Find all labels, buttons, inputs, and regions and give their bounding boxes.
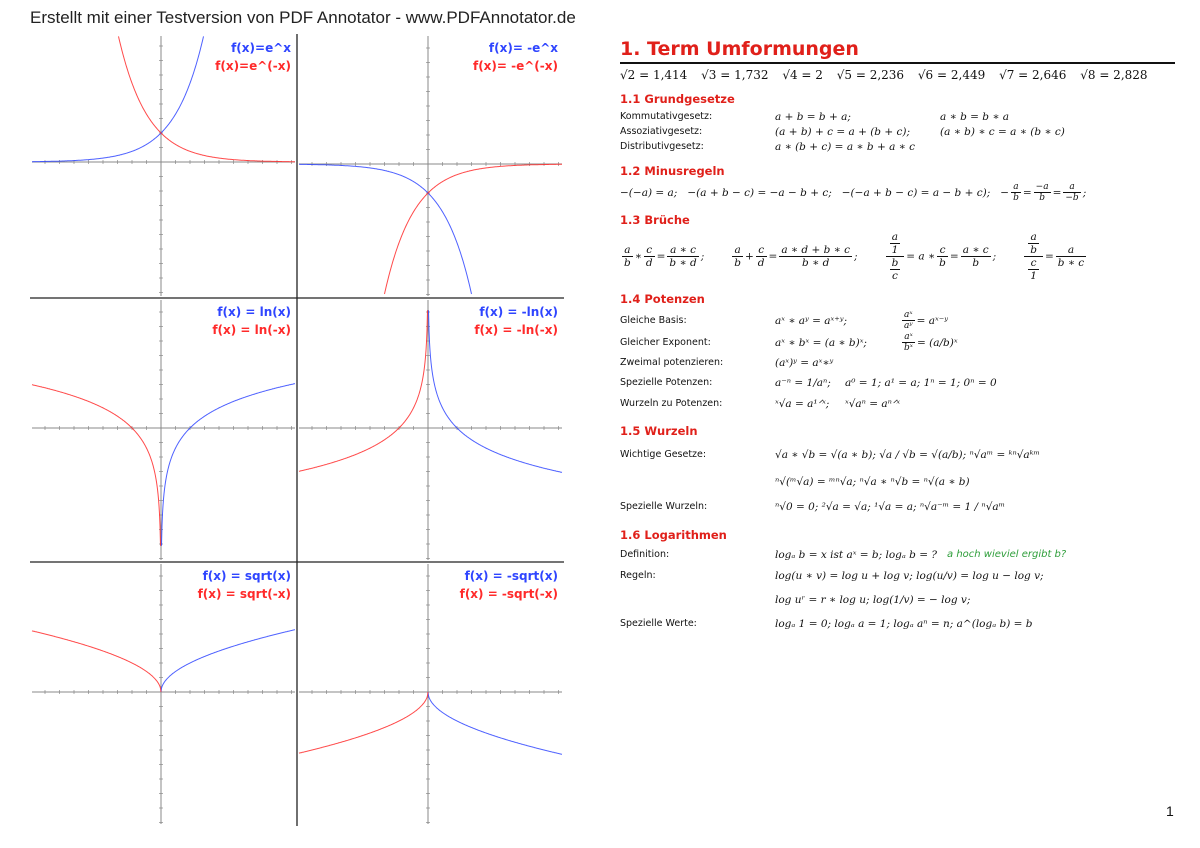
formula: = aˣ⁻ʸ (916, 314, 948, 327)
rule-label: Regeln: (620, 570, 656, 581)
function-plot (32, 36, 295, 296)
plot-label-blue: f(x) = ln(x) (217, 305, 291, 319)
minus-rules-row: −(−a) = a; −(a + b − c) = −a − b + c; −(−a + b − c) = a − b + c); − $\frac{a}{b}$ = $\frac{-a}{b}$ = $\frac{a}{-b}$ ; (620, 182, 1087, 203)
double-fraction-2: $\frac{\frac{a}{b}}{\frac{c}{1}}$ = $\frac{a}{b ∗ c}$ (1022, 231, 1088, 282)
title-rule (620, 62, 1175, 64)
formula: aˣ ∗ aʸ = aˣ⁺ʸ; (775, 314, 848, 327)
sqrt-value: √7 = 2,646 (999, 68, 1067, 82)
formula: ⁿ√0 = 0; ²√a = √a; ¹√a = a; ⁿ√a⁻ᵐ = 1 / ⁿ√aᵐ (775, 501, 1006, 513)
sqrt-value: √4 = 2 (782, 68, 823, 82)
function-plot (299, 564, 562, 824)
red-curve (119, 36, 296, 161)
function-plot (299, 36, 562, 296)
law-row (620, 125, 1175, 139)
section-heading-logarithmen: 1.6 Logarithmen (620, 528, 727, 542)
root-row (620, 469, 1175, 495)
formula: log(u ∗ v) = log u + log v; log(u/v) = log u − log v; (775, 570, 1044, 582)
red-curve (299, 692, 428, 753)
blue-curve (299, 164, 472, 294)
formula: √a ∗ √b = √(a ∗ b); √a / √b = √(a/b); ⁿ√aᵐ = ᵏⁿ√aᵏᵐ (775, 449, 1040, 461)
plot-label-blue: f(x) = sqrt(x) (202, 569, 291, 583)
law-label: Assoziativgesetz: (620, 126, 703, 137)
formula-sheet (620, 38, 1175, 636)
log-row (620, 546, 1175, 564)
fraction: $\frac{\text{aˣ}}{\text{bˣ}}$ (904, 332, 913, 353)
section-heading-grundgesetze: 1.1 Grundgesetze (620, 92, 735, 106)
section-heading-minusregeln: 1.2 Minusregeln (620, 164, 725, 178)
rule-label: Zweimal potenzieren: (620, 357, 724, 368)
formula: log uʳ = r ∗ log u; log(1/v) = − log v; (775, 594, 971, 606)
fraction-rules-row (620, 231, 1175, 282)
formula: a ∗ (b + c) = a ∗ b + a ∗ c (775, 141, 916, 153)
sqrt-value: √5 = 2,236 (836, 68, 905, 82)
double-fraction-1: $\frac{\frac{a}{1}}{\frac{b}{c}}$ = a ∗ $\frac{c}{b}$ = $\frac{a ∗ c}{b}$ ; (884, 231, 997, 282)
formula: ˣ√a = a¹ᐟˣ; (775, 398, 830, 410)
section-heading-potenzen: 1.4 Potenzen (620, 292, 705, 306)
function-plot (32, 564, 295, 824)
formula: aˣ ∗ bˣ = (a ∗ b)ˣ; (775, 336, 867, 349)
sqrt-value: √3 = 1,732 (701, 68, 769, 82)
formula: ˣ√aⁿ = aⁿᐟˣ (845, 398, 901, 410)
formula: − (1000, 186, 1010, 199)
blue-curve (161, 630, 295, 692)
function-plots-grid (30, 34, 564, 826)
green-annotation: a hoch wieviel ergibt b? (947, 549, 1067, 560)
fraction: $\frac{\text{aˣ}}{\text{aʸ}}$ (904, 310, 913, 331)
formula: (aˣ)ʸ = aˣ∗ʸ (775, 357, 834, 369)
fraction-sum: $\frac{a}{b}$ + $\frac{c}{d}$ = $\frac{a ∗ d + b ∗ c}{b ∗ d}$ ; (734, 244, 858, 269)
fraction: $\frac{a}{-b}$ (1065, 182, 1079, 203)
log-row (620, 613, 1175, 635)
power-row (620, 310, 1175, 331)
root-row (620, 442, 1175, 468)
formula: a + b = b + a; (775, 111, 851, 123)
formula: −(−a) = a; (620, 186, 678, 199)
law-row (620, 140, 1175, 154)
section-heading-wurzeln: 1.5 Wurzeln (620, 424, 698, 438)
red-curve (299, 310, 428, 471)
formula: −(−a + b − c) = a − b + c); (841, 186, 991, 199)
plot-label-red: f(x) = -sqrt(-x) (459, 587, 558, 601)
plot-label-blue: f(x) = -ln(x) (479, 305, 558, 319)
fraction-product: $\frac{a}{b}$ ∗ $\frac{c}{d}$ = $\frac{a ∗ c}{b ∗ d}$ ; (624, 244, 705, 269)
page-number: 1 (1166, 803, 1174, 819)
plot-label-red: f(x) = ln(-x) (212, 323, 291, 337)
power-row (620, 332, 1175, 353)
red-curve (385, 164, 563, 294)
red-curve (32, 385, 161, 546)
fraction: $\frac{-a}{b}$ (1035, 182, 1049, 203)
function-plot (32, 300, 295, 560)
rule-label: Spezielle Potenzen: (620, 377, 713, 388)
function-plot (299, 300, 562, 560)
formula: = (a/b)ˣ (916, 336, 958, 349)
plot-label-blue: f(x)= -e^x (488, 41, 558, 55)
power-row (620, 373, 1175, 393)
blue-curve (428, 692, 562, 754)
sqrt-value: √6 = 2,449 (917, 68, 986, 82)
plot-label-red: f(x) = sqrt(-x) (197, 587, 291, 601)
formula: a⁻ⁿ = 1/aⁿ; (775, 377, 831, 389)
rule-label: Wurzeln zu Potenzen: (620, 398, 723, 409)
sqrt-value: √8 = 2,828 (1080, 68, 1148, 82)
log-row (620, 588, 1175, 612)
page-title: 1. Term Umformungen (620, 38, 859, 60)
rule-label: Spezielle Wurzeln: (620, 501, 708, 512)
trial-banner: Erstellt mit einer Testversion von PDF Annotator - www.PDFAnnotator.de (30, 8, 576, 27)
formula: a ∗ b = b ∗ a (940, 111, 1010, 123)
formula: −(a + b − c) = −a − b + c; (687, 186, 832, 199)
section-heading-brueche: 1.3 Brüche (620, 213, 690, 227)
sqrt-values-row (620, 68, 1175, 82)
root-row (620, 496, 1175, 518)
formula: logₐ b = x ist aˣ = b; logₐ b = ? (775, 549, 938, 561)
blue-curve (162, 384, 296, 546)
rule-label: Spezielle Werte: (620, 618, 697, 629)
law-label: Distributivgesetz: (620, 141, 704, 152)
power-row (620, 354, 1175, 372)
power-row (620, 394, 1175, 414)
rule-label: Gleiche Basis: (620, 314, 687, 326)
blue-curve (32, 36, 204, 161)
formula: ⁿ√(ᵐ√a) = ᵐⁿ√a; ⁿ√a ∗ ⁿ√b = ⁿ√(a ∗ b) (775, 476, 970, 488)
plot-label-red: f(x) = -ln(-x) (474, 323, 558, 337)
fraction: $\frac{a}{b}$ (1013, 182, 1019, 203)
formula: (a + b) + c = a + (b + c); (775, 126, 911, 138)
formula: (a ∗ b) ∗ c = a ∗ (b ∗ c) (940, 126, 1065, 138)
formula: logₐ 1 = 0; logₐ a = 1; logₐ aⁿ = n; a^(logₐ b) = b (775, 618, 1033, 630)
plot-label-blue: f(x)=e^x (231, 41, 291, 55)
formula: a⁰ = 1; a¹ = a; 1ⁿ = 1; 0ⁿ = 0 (845, 377, 997, 389)
plot-label-blue: f(x) = -sqrt(x) (464, 569, 558, 583)
sqrt-value: √2 = 1,414 (620, 68, 688, 82)
law-row (620, 110, 1175, 124)
plot-label-red: f(x)= -e^(-x) (472, 59, 558, 73)
red-curve (32, 631, 161, 692)
law-label: Kommutativgesetz: (620, 111, 713, 122)
log-row (620, 565, 1175, 587)
rule-label: Wichtige Gesetze: (620, 449, 707, 460)
rule-label: Definition: (620, 549, 670, 560)
plot-label-red: f(x)=e^(-x) (215, 59, 291, 73)
rule-label: Gleicher Exponent: (620, 336, 711, 348)
